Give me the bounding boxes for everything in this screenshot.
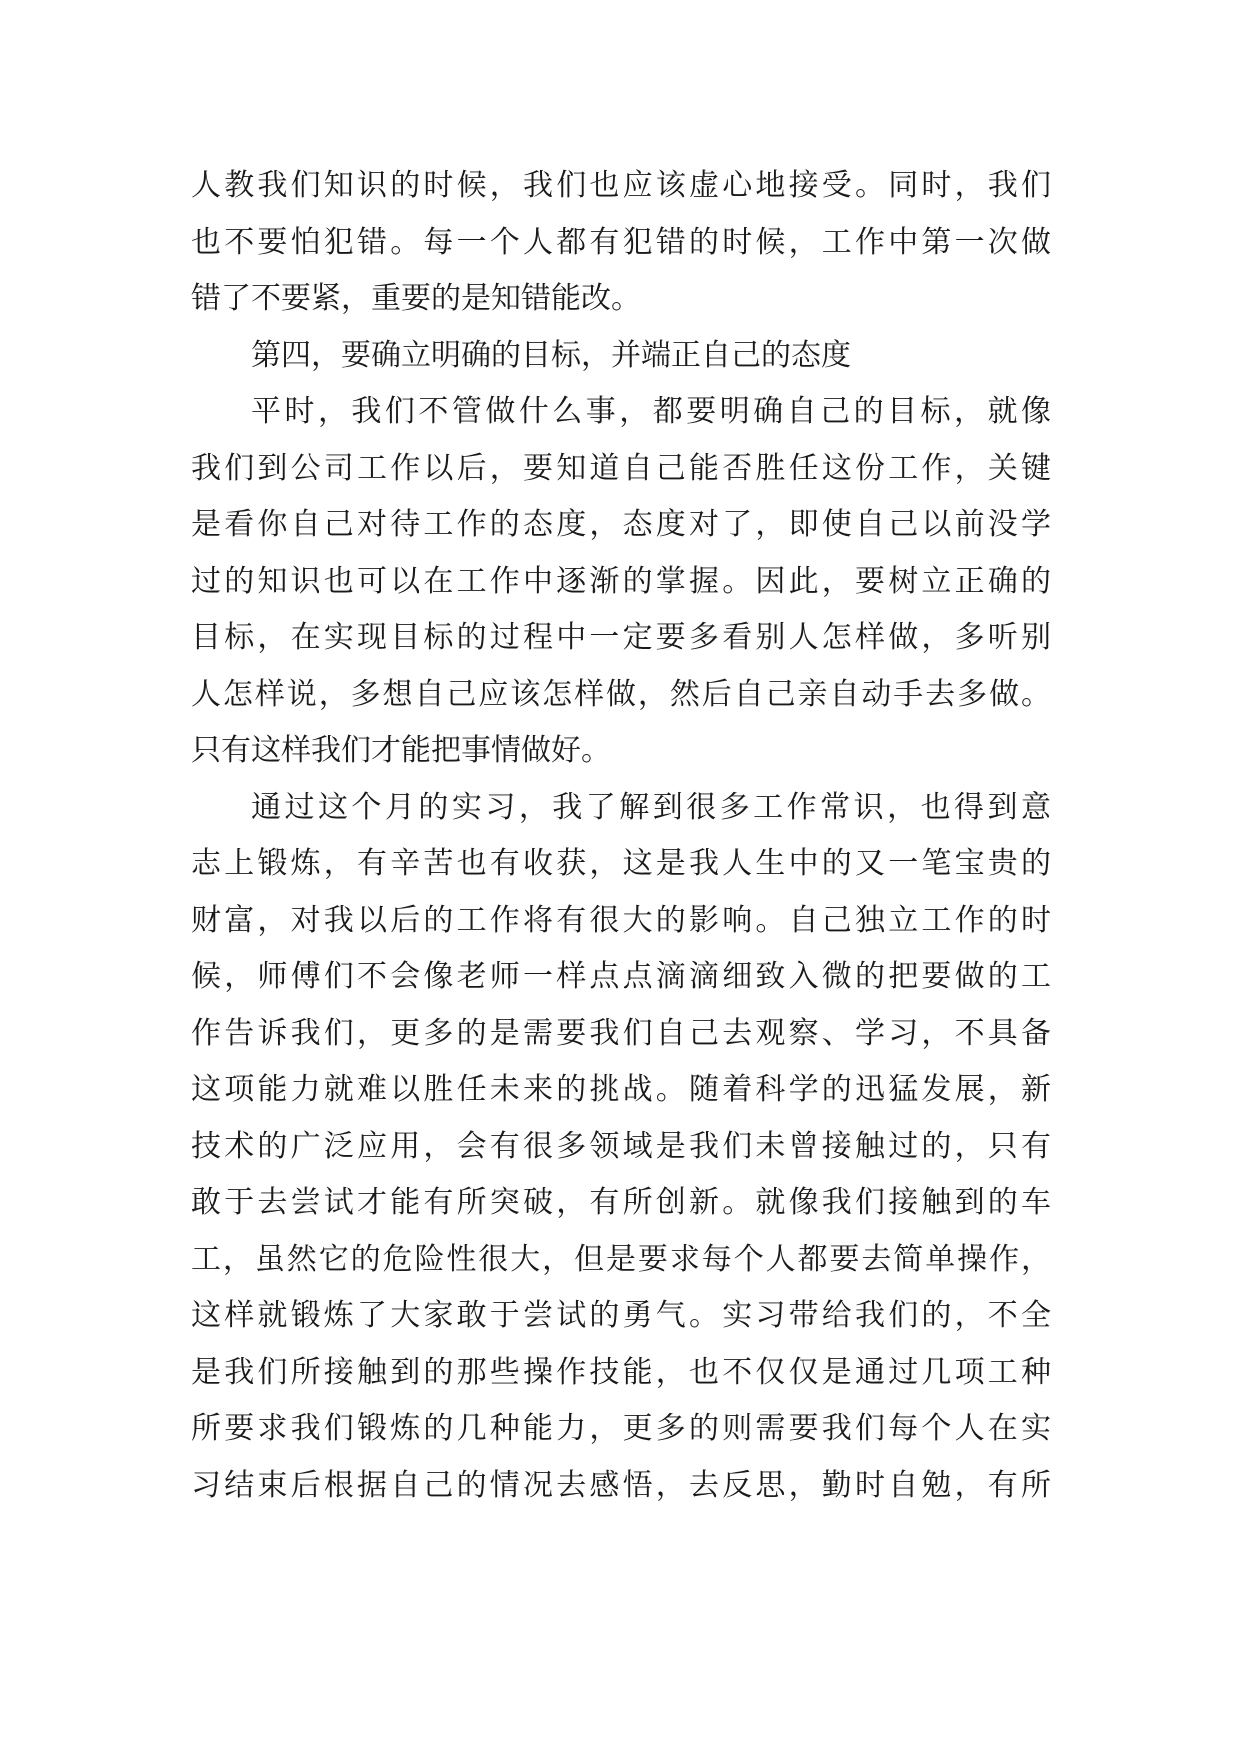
- text-line: 也不要怕犯错。每一个人都有犯错的时候，工作中第一次做: [191, 224, 1051, 260]
- text-line: 敢于去尝试才能有所突破，有所创新。就像我们接触到的车: [191, 1185, 1051, 1220]
- text-line: 人怎样说，多想自己应该怎样做，然后自己亲自动手去多做。: [191, 676, 1051, 712]
- text-line: 是我们所接触到的那些操作技能，也不仅仅是通过几项工种: [191, 1354, 1051, 1390]
- text-line: 过的知识也可以在工作中逐渐的掌握。因此，要树立正确的: [191, 563, 1051, 599]
- text-line: 所要求我们锻炼的几种能力，更多的则需要我们每个人在实: [191, 1411, 1051, 1446]
- text-line: 平时，我们不管做什么事，都要明确自己的目标，就像: [251, 394, 1051, 429]
- text-line: 工，虽然它的危险性很大，但是要求每个人都要去简单操作，: [191, 1241, 1051, 1277]
- text-line: 技术的广泛应用，会有很多领域是我们未曾接触过的，只有: [191, 1128, 1051, 1164]
- text-line: 我们到公司工作以后，要知道自己能否胜任这份工作，关键: [191, 450, 1051, 486]
- text-line: 人教我们知识的时候，我们也应该虚心地接受。同时，我们: [191, 168, 1051, 203]
- text-line: 习结束后根据自己的情况去感悟，去反思，勤时自勉，有所: [191, 1467, 1051, 1503]
- text-line: 作告诉我们，更多的是需要我们自己去观察、学习，不具备: [191, 1015, 1051, 1051]
- text-line: 通过这个月的实习，我了解到很多工作常识，也得到意: [251, 789, 1051, 825]
- text-line: 这样就锻炼了大家敢于尝试的勇气。实习带给我们的，不全: [191, 1298, 1051, 1333]
- text-line: 财富，对我以后的工作将有很大的影响。自己独立工作的时: [191, 902, 1051, 938]
- text-line: 候，师傅们不会像老师一样点点滴滴细致入微的把要做的工: [191, 959, 1051, 994]
- text-line: 志上锻炼，有辛苦也有收获，这是我人生中的又一笔宝贵的: [191, 846, 1051, 881]
- text-line: 错了不要紧，重要的是知错能改。: [191, 281, 641, 316]
- section-heading: 第四，要确立明确的目标，并端正自己的态度: [251, 337, 851, 373]
- text-line: 目标，在实现目标的过程中一定要多看别人怎样做，多听别: [191, 620, 1051, 655]
- body-text: [191, 158, 1051, 1514]
- text-line: 这项能力就难以胜任未来的挑战。随着科学的迅猛发展，新: [191, 1072, 1051, 1107]
- text-line: 是看你自己对待工作的态度，态度对了，即使自己以前没学: [191, 507, 1051, 542]
- text-line: 只有这样我们才能把事情做好。: [191, 733, 611, 768]
